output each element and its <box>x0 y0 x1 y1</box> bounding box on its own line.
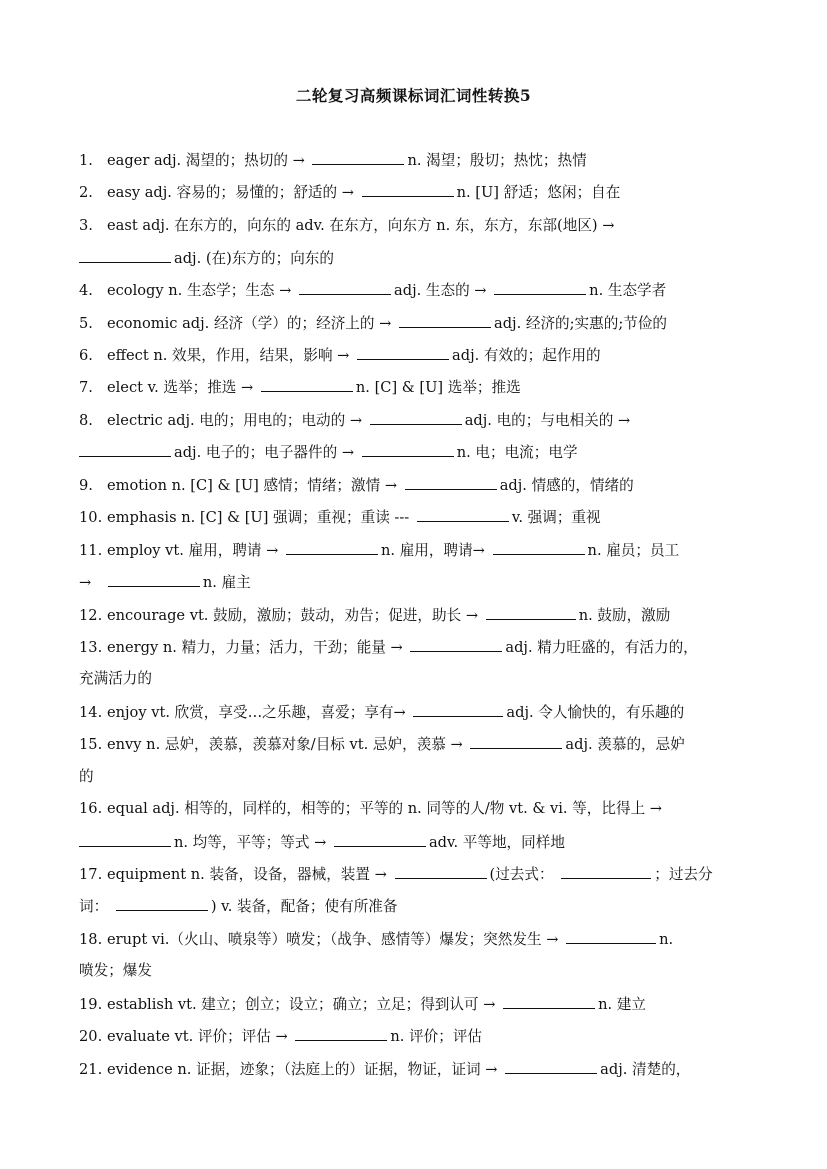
answer-blank[interactable] <box>493 540 585 555</box>
answer-blank[interactable] <box>410 637 502 652</box>
list-item-continuation: 的 <box>79 768 94 785</box>
answer-blank[interactable] <box>261 377 353 392</box>
list-item: 9. emotion n. [C] & [U] 感情；情绪；激情 → adj. 情感的，情绪的 <box>79 477 634 494</box>
answer-blank[interactable] <box>417 507 509 522</box>
list-item: 13. energy n. 精力，力量；活力，干劲；能量 → adj. 精力旺盛的，有活力的， <box>79 639 698 656</box>
answer-blank[interactable] <box>413 702 503 717</box>
answer-blank[interactable] <box>312 150 404 165</box>
answer-blank[interactable] <box>503 994 595 1009</box>
list-item: 5. economic adj. 经济（学）的；经济上的 → adj. 经济的;实惠的;节俭的 <box>79 315 668 332</box>
list-item: 8. electric adj. 电的；用电的；电动的 → adj. 电的；与电相关的 → <box>79 412 631 429</box>
list-item-continuation: 词： ) v. 装备，配备；使有所准备 <box>79 898 398 915</box>
list-item: 2. easy adj. 容易的；易懂的；舒适的 → n. [U] 舒适；悠闲；自在 <box>79 184 621 201</box>
answer-blank[interactable] <box>79 248 171 263</box>
list-item: 7. elect v. 选举；推选 → n. [C] & [U] 选举；推选 <box>79 379 521 396</box>
list-item: 21. evidence n. 证据，迹象；（法庭上的）证据，物证，证词 → adj. 清楚的， <box>79 1061 691 1078</box>
answer-blank[interactable] <box>357 345 449 360</box>
list-item: 12. encourage vt. 鼓励，激励；鼓动，劝告；促进，助长 → n. 鼓励，激励 <box>79 607 671 624</box>
list-item: 14. enjoy vt. 欣赏，享受…之乐趣，喜爱；享有→ adj. 令人愉快的，有乐趣的 <box>79 704 685 721</box>
answer-blank[interactable] <box>486 605 576 620</box>
answer-blank[interactable] <box>108 572 200 587</box>
list-item: 18. erupt vi.（火山、喷泉等）喷发；（战争、感情等）爆发；突然发生 → n. <box>79 931 674 948</box>
answer-blank[interactable] <box>116 896 208 911</box>
page-title: 二轮复习高频课标词汇词性转换5 <box>295 86 532 105</box>
answer-blank[interactable] <box>362 442 454 457</box>
answer-blank[interactable] <box>370 410 462 425</box>
answer-blank[interactable] <box>561 864 651 879</box>
answer-blank[interactable] <box>494 280 586 295</box>
answer-blank[interactable] <box>399 313 491 328</box>
list-item-continuation: 喷发；爆发 <box>79 962 152 979</box>
list-item: 6. effect n. 效果，作用，结果，影响 → adj. 有效的；起作用的 <box>79 347 601 364</box>
list-item-continuation: n. 均等，平等；等式 → adv. 平等地，同样地 <box>79 832 751 853</box>
answer-blank[interactable] <box>299 280 391 295</box>
list-item-continuation: 充满活力的 <box>79 670 152 687</box>
answer-blank[interactable] <box>79 442 171 457</box>
answer-blank[interactable] <box>334 832 426 847</box>
list-item: 20. evaluate vt. 评价；评估 → n. 评价；评估 <box>79 1028 483 1045</box>
list-item: 10. emphasis n. [C] & [U] 强调；重视；重读 --- v. 强调；重视 <box>79 509 601 526</box>
list-item: 15. envy n. 忌妒，羡慕，羡慕对象/目标 vt. 忌妒，羡慕 → adj. 羡慕的，忌妒 <box>79 736 685 753</box>
list-item: 16. equal adj. 相等的，同样的，相等的；平等的 n. 同等的人/物 vt. & vi. 等，比得上 → <box>79 800 663 817</box>
answer-blank[interactable] <box>505 1059 597 1074</box>
answer-blank[interactable] <box>405 475 497 490</box>
answer-blank[interactable] <box>395 864 487 879</box>
list-item-continuation: → n. 雇主 <box>79 574 251 591</box>
list-item: 3. east adj. 在东方的，向东的 adv. 在东方，向东方 n. 东，东方，东部(地区) → <box>79 217 615 234</box>
list-item: 1. eager adj. 渴望的；热切的 → n. 渴望；殷切；热忱；热情 <box>79 152 587 169</box>
list-item: 17. equipment n. 装备，设备，器械，装置 → (过去式： ；过去分 <box>79 866 713 883</box>
list-item: 19. establish vt. 建立；创立；设立；确立；立足；得到认可 → n. 建立 <box>79 996 646 1013</box>
answer-blank[interactable] <box>286 540 378 555</box>
list-item-continuation: adj. 电子的；电子器件的 → n. 电；电流；电学 <box>79 442 751 463</box>
answer-blank[interactable] <box>362 182 454 197</box>
answer-blank[interactable] <box>295 1026 387 1041</box>
answer-blank[interactable] <box>566 929 656 944</box>
list-item-continuation: adj. (在)东方的；向东的 <box>79 248 751 269</box>
list-item: 4. ecology n. 生态学；生态 → adj. 生态的 → n. 生态学者 <box>79 282 667 299</box>
list-item: 11. employ vt. 雇用，聘请 → n. 雇用，聘请→ n. 雇员；员工 <box>79 542 680 559</box>
answer-blank[interactable] <box>79 832 171 847</box>
answer-blank[interactable] <box>470 734 562 749</box>
